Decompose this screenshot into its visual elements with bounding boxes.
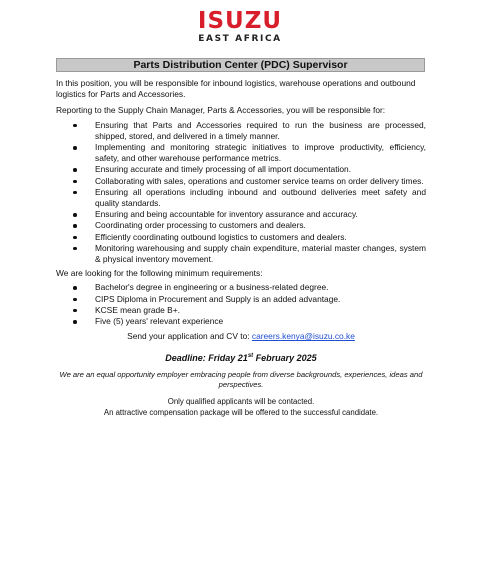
list-item: Bachelor's degree in engineering or a business-related degree. [95,282,426,293]
compensation-note: An attractive compensation package will be offered to the successful candidate. [103,408,379,418]
list-item: Ensuring that Parts and Accessories required to run the business are processed, shipped, stored, and delivered in a timely manner. [95,119,426,141]
list-item: Implementing and monitoring strategic initiatives to improve productivity, efficiency, safety, and other warehouse performance metrics. [95,142,426,164]
reporting-line: Reporting to the Supply Chain Manager, Parts & Accessories, you will be responsible for: [56,105,386,116]
deadline [56,351,426,364]
deadline-prefix: Deadline: Friday 21 [165,353,248,364]
list-item: Monitoring warehousing and supply chain expenditure, material master changes, system & physical inventory movement. [95,242,426,265]
logo-wordmark: ISUZU [197,8,283,34]
contact-note: Only qualified applicants will be contacted. [167,397,315,407]
list-item: Ensuring accurate and timely processing of all import documentation. [95,164,426,175]
job-title: Parts Distribution Center (PDC) Supervisor [56,58,425,72]
apply-text: Send your application and CV to: [127,331,252,342]
logo-subtitle: EAST AFRICA [198,34,282,44]
list-item: CIPS Diploma in Procurement and Supply is an added advantage. [95,294,426,305]
application-instructions [56,331,426,342]
deadline-ordinal: st [247,353,254,360]
intro-paragraph: In this position, you will be responsible for inbound logistics, warehouse operations and outbound logistics for Parts and Accessories. [56,78,416,100]
list-item: Collaborating with sales, operations and customer service teams on order delivery times. [95,176,426,187]
requirements-list [56,282,426,327]
list-item: Ensuring and being accountable for inventory assurance and accuracy. [95,209,426,220]
list-item: KCSE mean grade B+. [95,305,426,316]
list-item: Efficiently coordinating outbound logistics to customers and dealers. [95,232,426,243]
isuzu-logo [0,9,480,45]
job-description [56,78,426,419]
responsibilities-list [56,120,426,266]
list-item: Coordinating order processing to customers and dealers. [95,220,426,231]
list-item: Ensuring all operations including inbound and outbound deliveries meet safety and quality standards. [95,186,426,209]
deadline-month-year: February 2025 [253,353,317,364]
list-item: Five (5) years' relevant experience [95,316,426,327]
equal-opportunity-statement: We are an equal opportunity employer embracing people from diverse backgrounds, experiences, ideas and perspectives. [59,369,423,390]
email-link[interactable]: careers.kenya@isuzu.co.ke [251,331,355,342]
requirements-intro: We are looking for the following minimum requirements: [56,268,263,279]
